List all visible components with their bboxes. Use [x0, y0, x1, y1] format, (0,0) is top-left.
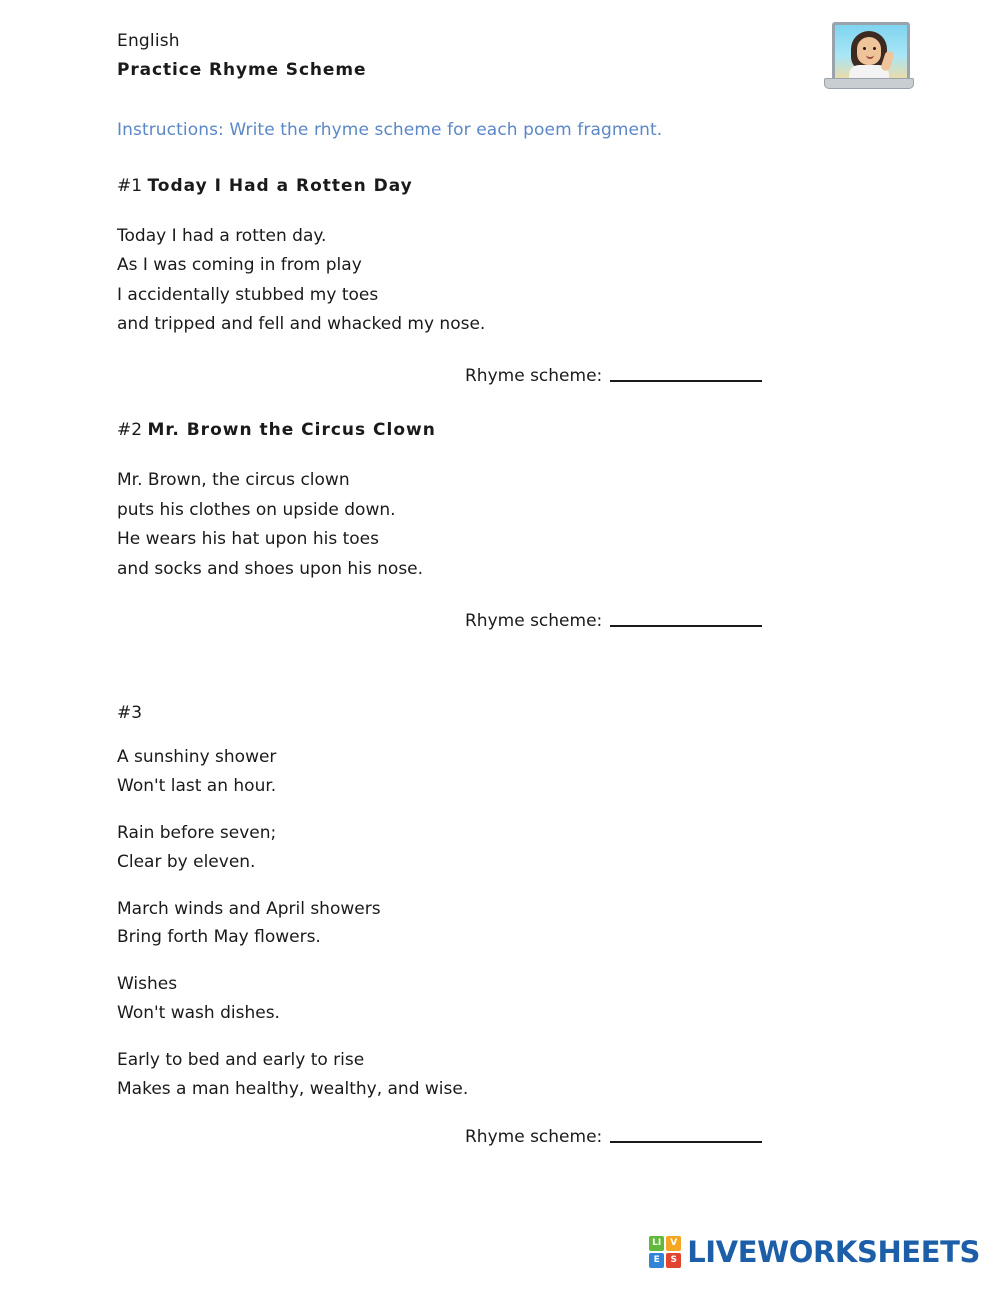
poem-title: Today I Had a Rotten Day	[147, 175, 413, 196]
logo-square-e: E	[649, 1253, 664, 1268]
poem-title: Mr. Brown the Circus Clown	[147, 420, 436, 441]
poem-line: Clear by eleven.	[117, 851, 256, 872]
liveworksheets-logo[interactable]	[649, 1235, 980, 1269]
stanza	[117, 819, 940, 877]
poem-line: March winds and April showers	[117, 898, 381, 919]
logo-square-s: S	[666, 1253, 681, 1268]
poem-item-1	[117, 176, 940, 387]
poem-number: #3	[117, 702, 143, 723]
document-header	[117, 28, 940, 84]
poem-line: As I was coming in from play	[117, 255, 362, 276]
poem-body	[117, 743, 940, 1104]
rhyme-scheme-input-1[interactable]	[610, 365, 762, 382]
answer-label: Rhyme scheme:	[465, 1126, 603, 1147]
poem-line: Won't last an hour.	[117, 775, 277, 796]
poem-body	[117, 222, 940, 340]
poem-line: I accidentally stubbed my toes	[117, 284, 379, 305]
logo-brand-text: LIVEWORKSHEETS	[687, 1235, 980, 1269]
poem-line: He wears his hat upon his toes	[117, 529, 379, 550]
poem-number: #1	[117, 175, 143, 196]
poem-item-3	[117, 703, 940, 1147]
poem-line: Mr. Brown, the circus clown	[117, 470, 350, 491]
poem-number: #2	[117, 420, 143, 441]
avatar-eye-left	[863, 47, 866, 50]
stanza	[117, 970, 940, 1028]
stanza	[117, 466, 940, 584]
laptop-base	[824, 78, 914, 89]
answer-row	[117, 365, 940, 386]
poem-heading	[117, 420, 940, 440]
poem-line: puts his clothes on upside down.	[117, 499, 396, 520]
rhyme-scheme-input-2[interactable]	[610, 610, 762, 627]
teacher-avatar-laptop-image	[824, 22, 916, 104]
stanza	[117, 222, 940, 340]
poem-heading	[117, 176, 940, 196]
answer-label: Rhyme scheme:	[465, 366, 603, 387]
answer-row	[117, 1126, 940, 1147]
logo-squares-icon	[649, 1236, 681, 1268]
answer-label: Rhyme scheme:	[465, 610, 603, 631]
poem-line: and tripped and fell and whacked my nose.	[117, 313, 486, 334]
poem-line: Early to bed and early to rise	[117, 1050, 365, 1071]
avatar-face	[857, 37, 881, 65]
instructions-text: Instructions: Write the rhyme scheme for each poem fragment.	[117, 119, 663, 140]
poem-line: Makes a man healthy, wealthy, and wise.	[117, 1078, 469, 1099]
poem-line: Today I had a rotten day.	[117, 225, 327, 246]
laptop-screen-icon	[832, 22, 910, 84]
poem-line: Wishes	[117, 974, 178, 995]
poem-item-2	[117, 420, 940, 631]
stanza	[117, 1046, 940, 1104]
poem-line: A sunshiny shower	[117, 746, 277, 767]
poem-line: Rain before seven;	[117, 822, 277, 843]
rhyme-scheme-input-3[interactable]	[610, 1126, 762, 1143]
poem-line: Won't wash dishes.	[117, 1003, 280, 1024]
poem-heading	[117, 703, 940, 723]
subject-label: English	[117, 31, 180, 51]
avatar-eye-right	[873, 47, 876, 50]
logo-square-v: V	[666, 1236, 681, 1251]
poem-body	[117, 466, 940, 584]
page-title: Practice Rhyme Scheme	[117, 60, 367, 81]
logo-square-li: LI	[649, 1236, 664, 1251]
answer-row	[117, 610, 940, 631]
poem-line: Bring forth May flowers.	[117, 927, 321, 948]
stanza	[117, 743, 940, 801]
poem-line: and socks and shoes upon his nose.	[117, 558, 424, 579]
stanza	[117, 895, 940, 953]
